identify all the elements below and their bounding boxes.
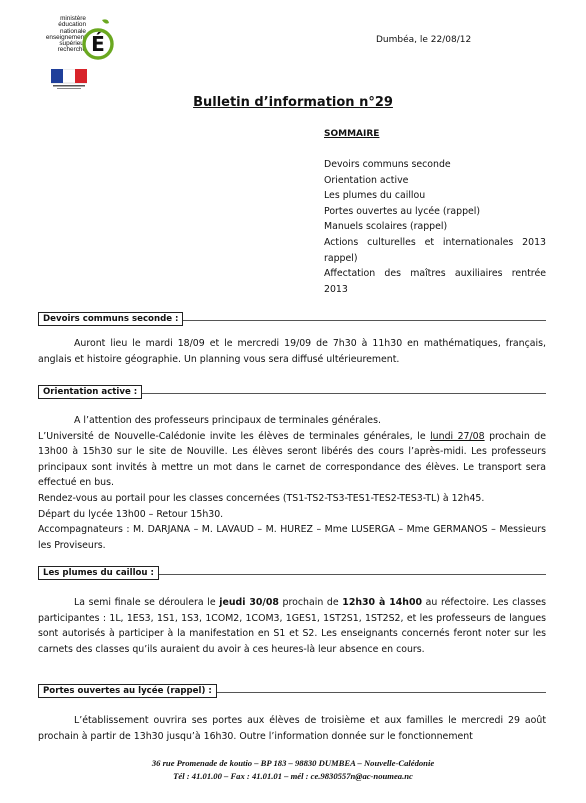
sommaire-item: Affectation des maîtres auxiliaires rentrée 2013 — [324, 268, 546, 295]
logo-line: enseignement — [45, 33, 86, 41]
logo-letter: É — [91, 32, 105, 56]
bold-time: 12h30 à 14h00 — [342, 597, 423, 608]
paragraph: L’établissement ouvrira ses portes aux élèves de troisième et aux familles le mercredi 29 août prochain à partir de 13h30 jusqu’à 16h30. Outre l’information donnée sur le fonctionnement — [38, 715, 546, 742]
sommaire-item: Manuels scolaires (rappel) — [324, 221, 448, 233]
logo-line: supérieur — [59, 40, 86, 48]
bulletin-title: Bulletin d’information n°29 — [193, 95, 393, 110]
text-run: prochain de 13h00 à 15h30 sur le site de Nouville. Les élèves seront libérés des cours l’après-midi. Les professeurs principaux sont invités à mettre un mot dans le carnet de correspondance des élèves. Le transport sera effectué en bus. — [38, 430, 546, 489]
paragraph: A l’attention des professeurs principaux de terminales générales. — [74, 415, 381, 426]
footer-address: 36 rue Promenade de koutio – BP 183 – 98830 DUMBEA – Nouvelle-Calédonie — [151, 758, 435, 768]
document-date: Dumbéa, le 22/08/12 — [376, 35, 472, 45]
logo-line: nationale — [60, 27, 86, 35]
text-run: La semi finale se déroulera le — [74, 597, 220, 608]
paragraph: Départ du lycée 13h00 – Retour 15h30. — [38, 508, 224, 520]
text-run: au réfectoire. Les classes participantes : 1L, 1ES3, 1S1, 1S3, 1COM2, 1COM3, 1GES1, 1ST2S1, 1ST2S2, et les professeurs de langues sont autorisés à participer à la manifestation en S1 et S2. Les enseignants concernés feront noter sur les carnets des classes qu’ils auraient du avoir à ces heures-là leur absence en cours. — [38, 597, 547, 655]
paragraph — [38, 595, 546, 657]
bold-date: jeudi 30/08 — [219, 597, 279, 608]
sommaire-item: Orientation active — [324, 174, 409, 186]
section-body-devoirs — [38, 336, 546, 367]
sommaire-item: Portes ouvertes au lycée (rappel) — [324, 205, 481, 217]
section-body-plumes — [38, 595, 546, 657]
paragraph: Accompagnateurs : M. DARJANA – M. LAVAUD – M. HUREZ – Mme LUSERGA – Mme GERMANOS – Messieurs les Proviseurs. — [38, 524, 546, 551]
ministry-logo-icon — [82, 18, 114, 62]
sommaire-item: Devoirs communs seconde — [324, 159, 451, 170]
paragraph: Rendez-vous au portail pour les classes concernées (TS1-TS2-TS3-TES1-TES2-TES3-TL) à 12h45. — [38, 492, 485, 504]
text-run: prochain de — [278, 597, 343, 608]
text-run: L’Université de Nouvelle-Calédonie invite les élèves de terminales générales, le — [38, 430, 431, 442]
section-body-portes — [38, 713, 546, 744]
address-footer — [0, 757, 586, 782]
paragraph: Auront lieu le mardi 18/09 et le mercredi 19/09 de 7h30 à 11h30 en mathématiques, français, anglais et histoire géographie. Un planning vous sera diffusé ultérieurement. — [38, 338, 546, 365]
section-heading-orientation: Orientation active : — [38, 385, 142, 399]
logo-line: éducation — [58, 21, 86, 29]
section-heading-devoirs: Devoirs communs seconde : — [38, 312, 183, 326]
sommaire-item: Actions culturelles et internationales 2013 rappel) — [324, 236, 546, 264]
ministry-logo-text — [44, 16, 86, 54]
sommaire-list — [324, 157, 546, 297]
logo-line: recherche — [57, 46, 86, 54]
republic-flag-icon — [51, 69, 87, 91]
logo-line: ministère — [60, 15, 86, 22]
underlined-date: lundi 27/08 — [430, 430, 485, 442]
section-body-orientation — [38, 413, 546, 553]
footer-contact: Tél : 41.01.00 – Fax : 41.01.01 – mél : ce.9830557n@ac-noumea.nc — [173, 770, 413, 781]
paragraph — [38, 429, 546, 491]
section-heading-portes: Portes ouvertes au lycée (rappel) : — [38, 684, 217, 698]
sommaire-heading: SOMMAIRE — [324, 129, 380, 139]
sommaire-item: Les plumes du caillou — [324, 190, 426, 202]
section-heading-plumes: Les plumes du caillou : — [38, 566, 159, 580]
